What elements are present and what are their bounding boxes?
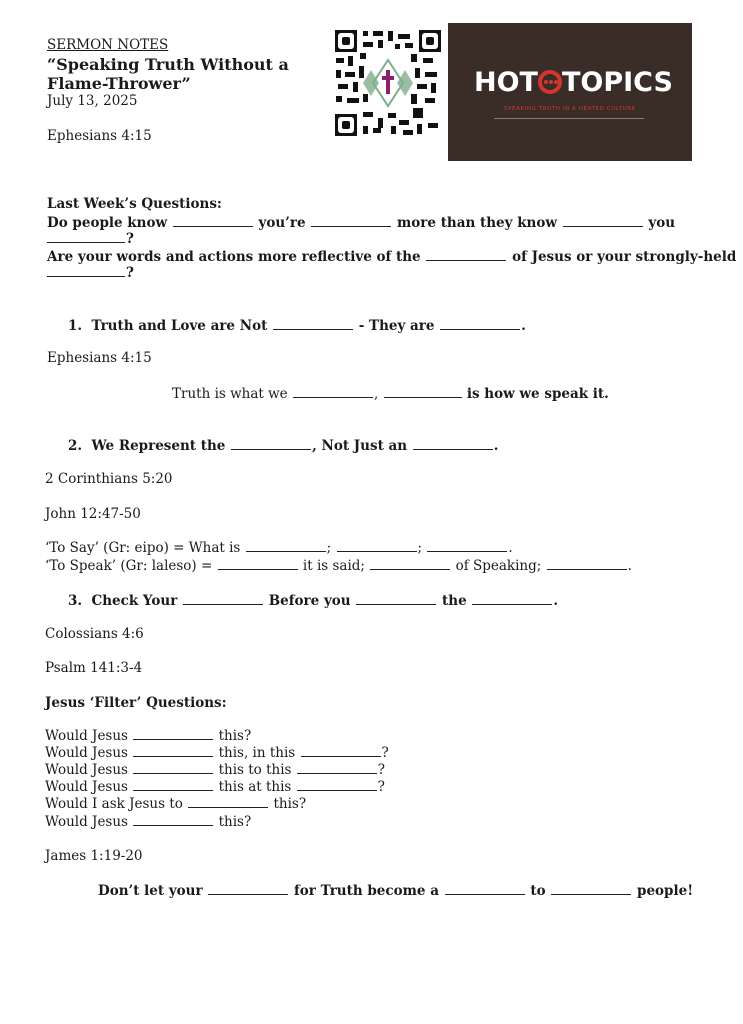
main-scripture-ref: Ephesians 4:15: [47, 128, 152, 144]
fill-blank[interactable]: [297, 772, 377, 774]
fill-blank[interactable]: [231, 448, 311, 450]
fill-blank[interactable]: [311, 225, 391, 227]
hot-topics-logo: [448, 23, 692, 161]
fill-blank[interactable]: [427, 550, 507, 552]
fill-blank[interactable]: [547, 568, 627, 570]
fill-blank[interactable]: [208, 893, 288, 895]
last-week-q1-cont: [47, 231, 134, 247]
fill-blank[interactable]: [133, 824, 213, 826]
closing-text-c: to: [530, 883, 546, 899]
would-jesus-text: Would Jesus: [45, 762, 128, 778]
point-3-ref-1: Colossians 4:6: [45, 626, 144, 642]
filter-q2-text: this, in this: [218, 745, 296, 761]
point-1-truth-line: [172, 386, 609, 402]
to-speak-line: [45, 558, 632, 574]
point-1-text-b: - They are: [358, 318, 435, 334]
point-3-text-b: Before you: [268, 593, 351, 609]
point-1-end: .: [521, 318, 526, 334]
filter-q6: [45, 814, 251, 830]
fill-blank[interactable]: [173, 225, 253, 227]
fill-blank[interactable]: [47, 275, 125, 277]
filter-q3-text: this to this: [218, 762, 292, 778]
point-2-text-a: We Represent the: [91, 438, 226, 454]
fill-blank[interactable]: [133, 789, 213, 791]
filter-q2: [45, 745, 389, 761]
to-say-line: [45, 540, 513, 556]
sermon-title-line1: “Speaking Truth Without a: [47, 55, 289, 74]
fill-blank[interactable]: [472, 603, 552, 605]
filter-q3-end: ?: [377, 762, 385, 778]
q2-text-b: of Jesus or your strongly-held: [512, 249, 737, 265]
point-3-text-a: Check Your: [91, 593, 178, 609]
truth-line-text-b: is how we speak it.: [466, 386, 609, 402]
fill-blank[interactable]: [297, 789, 377, 791]
fill-blank[interactable]: [337, 550, 417, 552]
to-speak-end: .: [627, 558, 632, 574]
sermon-notes-label: SERMON NOTES: [47, 37, 169, 53]
point-2-end: .: [493, 438, 499, 454]
closing-text-b: for Truth become a: [294, 883, 439, 899]
truth-line-text-a: Truth is what we: [172, 386, 288, 402]
semicolon: ;: [417, 540, 423, 556]
last-week-q2-cont: [47, 265, 134, 281]
truth-line-comma: ,: [373, 386, 379, 402]
fill-blank[interactable]: [413, 448, 493, 450]
filter-q2-end: ?: [381, 745, 389, 761]
filter-q4-end: ?: [377, 779, 385, 795]
fill-blank[interactable]: [188, 806, 268, 808]
fill-blank[interactable]: [273, 328, 353, 330]
closing-text-a: Don’t let your: [98, 883, 203, 899]
filter-q6-end: this?: [218, 814, 252, 830]
sermon-title-line2: Flame-Thrower”: [47, 74, 191, 93]
fill-blank[interactable]: [301, 755, 381, 757]
q2-text-a: Are your words and actions more reflective of the: [47, 249, 421, 265]
point-1-ref: Ephesians 4:15: [47, 350, 152, 366]
point-3-text-c: the: [442, 593, 467, 609]
point-3-ref-2: Psalm 141:3-4: [45, 660, 143, 676]
q1-text-c: more than they know: [397, 215, 557, 231]
fill-blank[interactable]: [133, 755, 213, 757]
q1-text-d: you: [648, 215, 676, 231]
qr-code-icon: [333, 28, 443, 138]
to-speak-text-c: of Speaking;: [455, 558, 542, 574]
point-1-text-a: Truth and Love are Not: [91, 318, 268, 334]
closing-text-d: people!: [637, 883, 694, 899]
fill-blank[interactable]: [356, 603, 436, 605]
point-2-ref-1: 2 Corinthians 5:20: [45, 471, 173, 487]
point-3: [68, 593, 558, 609]
to-speak-text: ‘To Speak’ (Gr: laleso) =: [45, 558, 213, 574]
last-week-q1: [47, 215, 675, 231]
fill-blank[interactable]: [440, 328, 520, 330]
point-1: [68, 318, 526, 334]
logo-tagline: SPEAKING TRUTH IN A HEATED CULTURE: [504, 106, 636, 112]
fill-blank[interactable]: [293, 396, 373, 398]
fill-blank[interactable]: [47, 241, 125, 243]
speech-bubble-icon: [538, 70, 562, 94]
filter-q5-end: this?: [273, 796, 307, 812]
point-2-number: 2.: [68, 438, 83, 454]
fill-blank[interactable]: [370, 568, 450, 570]
fill-blank[interactable]: [551, 893, 631, 895]
fill-blank[interactable]: [133, 772, 213, 774]
fill-blank[interactable]: [183, 603, 263, 605]
fill-blank[interactable]: [426, 259, 506, 261]
closing-line: [98, 883, 693, 899]
logo-divider: [494, 118, 644, 119]
ask-jesus-text: Would I ask Jesus to: [45, 796, 183, 812]
q1-text-b: you’re: [258, 215, 306, 231]
point-2-text-b: , Not Just an: [312, 438, 408, 454]
filter-q1-end: this?: [218, 728, 252, 744]
point-2: [68, 438, 498, 454]
filter-heading: Jesus ‘Filter’ Questions:: [45, 695, 227, 711]
logo-part2: TOPICS: [561, 67, 673, 98]
q1-text-a: Do people know: [47, 215, 168, 231]
filter-ref: James 1:19-20: [45, 848, 143, 864]
semicolon: ;: [326, 540, 332, 556]
point-2-ref-2: John 12:47-50: [45, 506, 141, 522]
would-jesus-text: Would Jesus: [45, 779, 128, 795]
filter-q4-text: this at this: [218, 779, 292, 795]
fill-blank[interactable]: [563, 225, 643, 227]
to-say-text: ‘To Say’ (Gr: eipo) = What is: [45, 540, 241, 556]
point-3-end: .: [553, 593, 559, 609]
point-1-number: 1.: [68, 318, 83, 334]
fill-blank[interactable]: [246, 550, 326, 552]
would-jesus-text: Would Jesus: [45, 745, 128, 761]
fill-blank[interactable]: [384, 396, 462, 398]
q2-end: ?: [126, 265, 134, 281]
filter-q1: [45, 728, 251, 744]
fill-blank[interactable]: [445, 893, 525, 895]
would-jesus-text: Would Jesus: [45, 814, 128, 830]
filter-q4: [45, 779, 385, 795]
to-speak-text-b: it is said;: [302, 558, 365, 574]
q1-end: ?: [126, 231, 134, 247]
filter-q3: [45, 762, 385, 778]
fill-blank[interactable]: [218, 568, 298, 570]
fill-blank[interactable]: [133, 738, 213, 740]
logo-part1: HOT: [474, 67, 538, 98]
would-jesus-text: Would Jesus: [45, 728, 128, 744]
hot-topics-wordmark: [474, 67, 673, 98]
last-week-heading: Last Week’s Questions:: [47, 196, 222, 212]
filter-q5: [45, 796, 306, 812]
to-say-end: .: [508, 540, 513, 556]
last-week-q2: [47, 249, 736, 265]
point-3-number: 3.: [68, 593, 83, 609]
sermon-date: July 13, 2025: [47, 93, 138, 109]
